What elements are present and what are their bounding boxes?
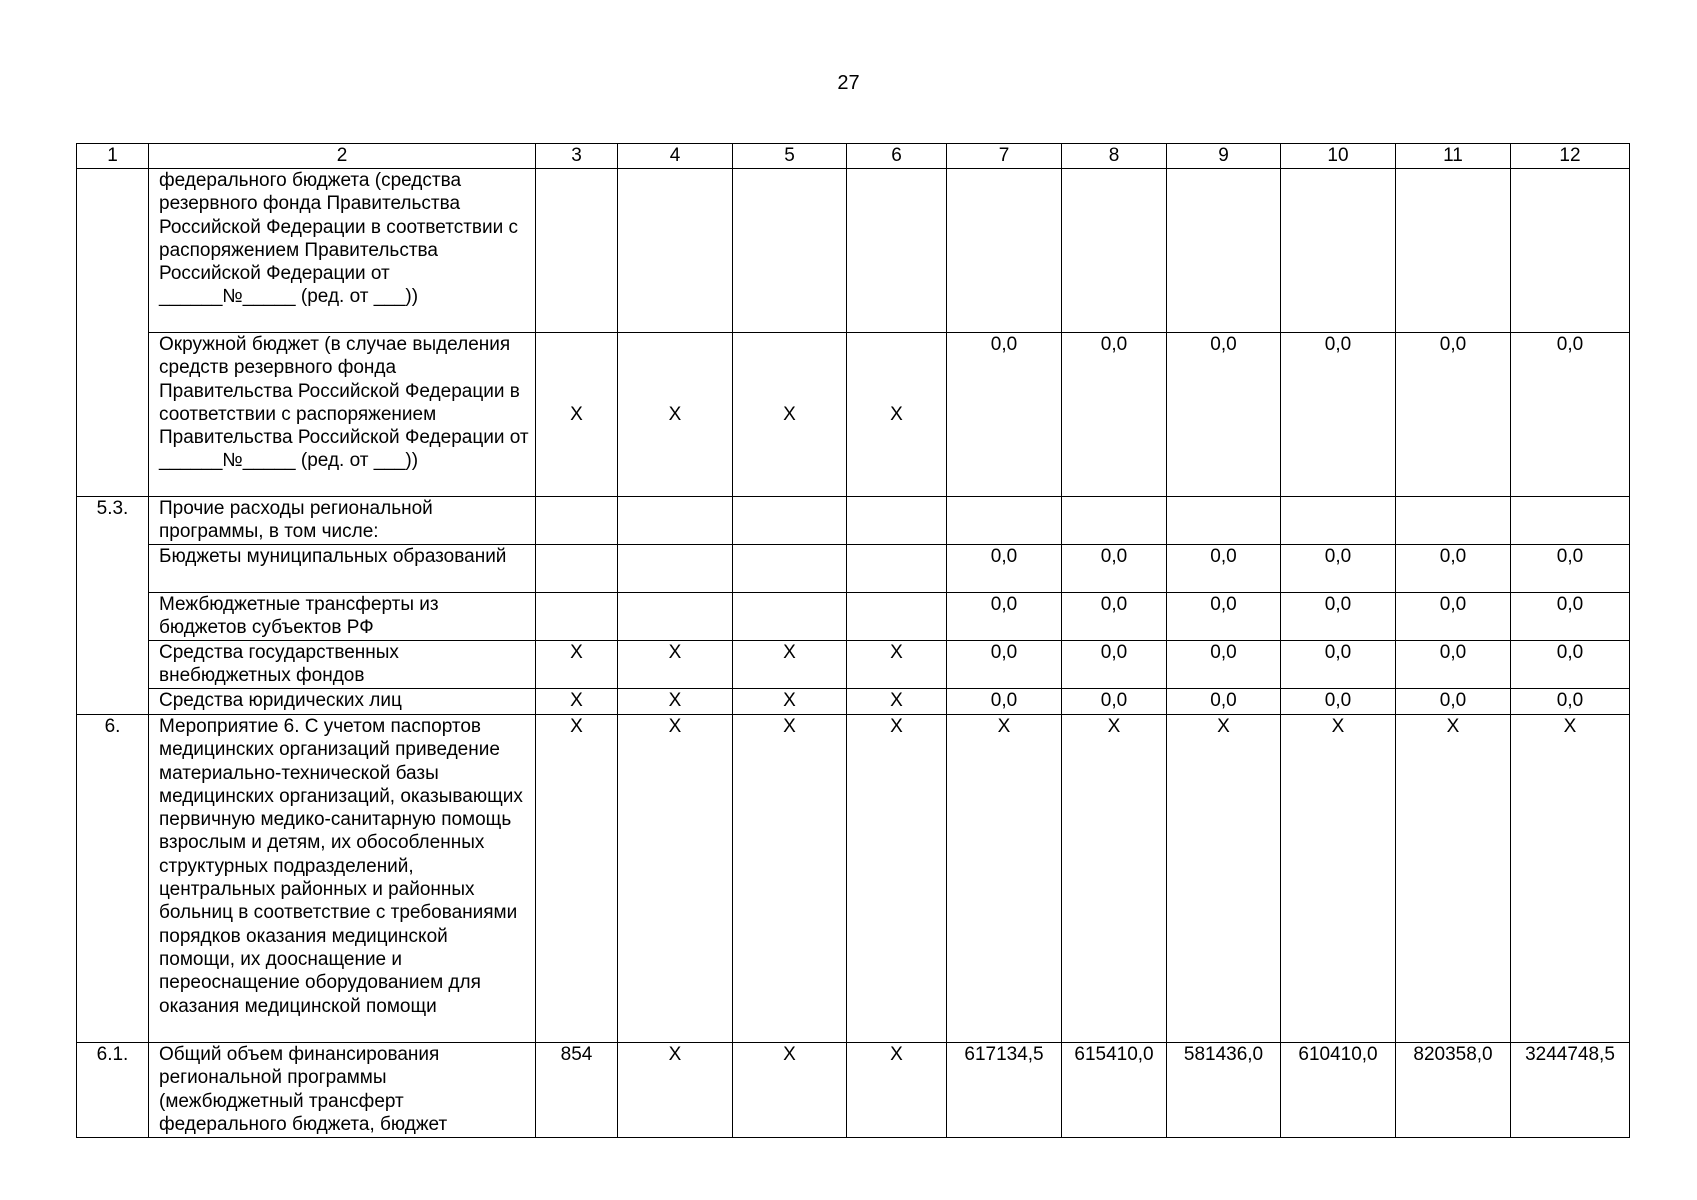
value-cell: X	[618, 689, 733, 715]
row-description: Мероприятие 6. С учетом паспортов медицинских организаций приведение материально-технической базы медицинских организаций, оказывающих первичную медико-санитарную помощь взрослым и детям, их обособленных структурных подразделений, центральных районных и районных больниц в соответствие с требованиями порядков оказания медицинской помощи, их дооснащение и переоснащение оборудованием для оказания медицинской помощи	[149, 715, 536, 1043]
column-header: 11	[1396, 144, 1511, 169]
value-cell: 0,0	[1062, 593, 1167, 641]
value-cell	[1511, 497, 1630, 545]
table-row	[77, 545, 1630, 593]
value-cell: 615410,0	[1062, 1043, 1167, 1138]
value-cell	[1062, 169, 1167, 333]
row-description: Средства юридических лиц	[149, 689, 536, 715]
value-cell: 0,0	[1511, 545, 1630, 593]
value-cell: X	[536, 333, 618, 497]
value-cell: 0,0	[1511, 641, 1630, 689]
value-cell: 0,0	[1396, 333, 1511, 497]
value-cell: 0,0	[1167, 641, 1281, 689]
value-cell: 0,0	[947, 593, 1062, 641]
table-row	[77, 641, 1630, 689]
value-cell	[618, 169, 733, 333]
value-cell: 0,0	[1511, 689, 1630, 715]
value-cell: 0,0	[1396, 689, 1511, 715]
page-number: 27	[837, 72, 860, 94]
table-row	[77, 497, 1630, 545]
table-header-row	[77, 144, 1630, 169]
value-cell: 0,0	[1281, 593, 1396, 641]
row-description: Бюджеты муниципальных образований	[149, 545, 536, 593]
budget-table	[76, 143, 1630, 1138]
value-cell: X	[947, 715, 1062, 1043]
value-cell	[536, 593, 618, 641]
value-cell	[947, 497, 1062, 545]
value-cell: X	[847, 641, 947, 689]
value-cell	[1396, 497, 1511, 545]
value-cell	[733, 593, 847, 641]
value-cell	[1511, 169, 1630, 333]
value-cell: X	[1281, 715, 1396, 1043]
value-cell	[1281, 169, 1396, 333]
value-cell: X	[733, 1043, 847, 1138]
value-cell	[536, 169, 618, 333]
value-cell: 0,0	[1511, 593, 1630, 641]
row-description: Окружной бюджет (в случае выделения средств резервного фонда Правительства Российской Федерации в соответствии с распоряжением Правительства Российской Федерации от ______№_____ (ред. от ___))	[149, 333, 536, 497]
value-cell: X	[536, 641, 618, 689]
column-header: 6	[847, 144, 947, 169]
value-cell	[618, 497, 733, 545]
value-cell: 0,0	[1062, 689, 1167, 715]
column-header: 7	[947, 144, 1062, 169]
value-cell: X	[733, 689, 847, 715]
value-cell: X	[733, 641, 847, 689]
column-header: 8	[1062, 144, 1167, 169]
value-cell	[1167, 497, 1281, 545]
value-cell	[847, 593, 947, 641]
value-cell: 0,0	[1281, 689, 1396, 715]
value-cell: 617134,5	[947, 1043, 1062, 1138]
value-cell: 0,0	[1396, 641, 1511, 689]
value-cell	[1062, 497, 1167, 545]
value-cell: 3244748,5	[1511, 1043, 1630, 1138]
value-cell: 0,0	[1396, 593, 1511, 641]
value-cell: 0,0	[1167, 545, 1281, 593]
value-cell	[536, 497, 618, 545]
value-cell: 0,0	[1167, 593, 1281, 641]
row-number	[77, 169, 149, 497]
value-cell: 0,0	[947, 641, 1062, 689]
value-cell: 0,0	[1167, 333, 1281, 497]
value-cell: X	[536, 715, 618, 1043]
column-header: 2	[149, 144, 536, 169]
value-cell: X	[847, 715, 947, 1043]
value-cell: 0,0	[1062, 641, 1167, 689]
value-cell: X	[847, 689, 947, 715]
value-cell: 0,0	[1062, 545, 1167, 593]
value-cell	[618, 545, 733, 593]
column-header: 1	[77, 144, 149, 169]
value-cell	[847, 497, 947, 545]
value-cell: 0,0	[1396, 545, 1511, 593]
row-description: Межбюджетные трансферты из бюджетов субъектов РФ	[149, 593, 536, 641]
value-cell: 0,0	[1167, 689, 1281, 715]
value-cell: X	[1062, 715, 1167, 1043]
value-cell	[1396, 169, 1511, 333]
value-cell	[947, 169, 1062, 333]
value-cell: 0,0	[1281, 545, 1396, 593]
value-cell: X	[618, 715, 733, 1043]
value-cell	[733, 545, 847, 593]
value-cell: 820358,0	[1396, 1043, 1511, 1138]
value-cell: X	[1396, 715, 1511, 1043]
value-cell: X	[733, 715, 847, 1043]
value-cell: X	[847, 333, 947, 497]
column-header: 4	[618, 144, 733, 169]
value-cell	[1281, 497, 1396, 545]
row-description: Средства государственных внебюджетных фондов	[149, 641, 536, 689]
value-cell: 0,0	[1511, 333, 1630, 497]
value-cell: 0,0	[1281, 333, 1396, 497]
table-row	[77, 1043, 1630, 1138]
row-number: 6.	[77, 715, 149, 1043]
row-description: федерального бюджета (средства резервного фонда Правительства Российской Федерации в соответствии с распоряжением Правительства Российской Федерации от ______№_____ (ред. от ___))	[149, 169, 536, 333]
table-row	[77, 333, 1630, 497]
table-row	[77, 715, 1630, 1043]
table-row	[77, 593, 1630, 641]
value-cell	[733, 497, 847, 545]
value-cell: X	[1167, 715, 1281, 1043]
value-cell	[536, 545, 618, 593]
row-number: 6.1.	[77, 1043, 149, 1138]
value-cell	[847, 169, 947, 333]
value-cell: 610410,0	[1281, 1043, 1396, 1138]
row-description: Прочие расходы региональной программы, в том числе:	[149, 497, 536, 545]
table-row	[77, 689, 1630, 715]
table-row	[77, 169, 1630, 333]
row-number: 5.3.	[77, 497, 149, 715]
value-cell: 581436,0	[1167, 1043, 1281, 1138]
value-cell: 854	[536, 1043, 618, 1138]
value-cell: X	[733, 333, 847, 497]
value-cell: X	[536, 689, 618, 715]
value-cell	[733, 169, 847, 333]
column-header: 9	[1167, 144, 1281, 169]
value-cell: X	[618, 333, 733, 497]
row-description: Общий объем финансирования региональной программы (межбюджетный трансферт федерального бюджета, бюджет	[149, 1043, 536, 1138]
column-header: 10	[1281, 144, 1396, 169]
value-cell	[618, 593, 733, 641]
value-cell: X	[1511, 715, 1630, 1043]
value-cell	[847, 545, 947, 593]
column-header: 12	[1511, 144, 1630, 169]
value-cell: X	[618, 1043, 733, 1138]
value-cell: 0,0	[947, 333, 1062, 497]
value-cell: X	[847, 1043, 947, 1138]
value-cell: 0,0	[1281, 641, 1396, 689]
column-header: 5	[733, 144, 847, 169]
value-cell: 0,0	[1062, 333, 1167, 497]
column-header: 3	[536, 144, 618, 169]
value-cell: X	[618, 641, 733, 689]
value-cell: 0,0	[947, 689, 1062, 715]
value-cell	[1167, 169, 1281, 333]
value-cell: 0,0	[947, 545, 1062, 593]
